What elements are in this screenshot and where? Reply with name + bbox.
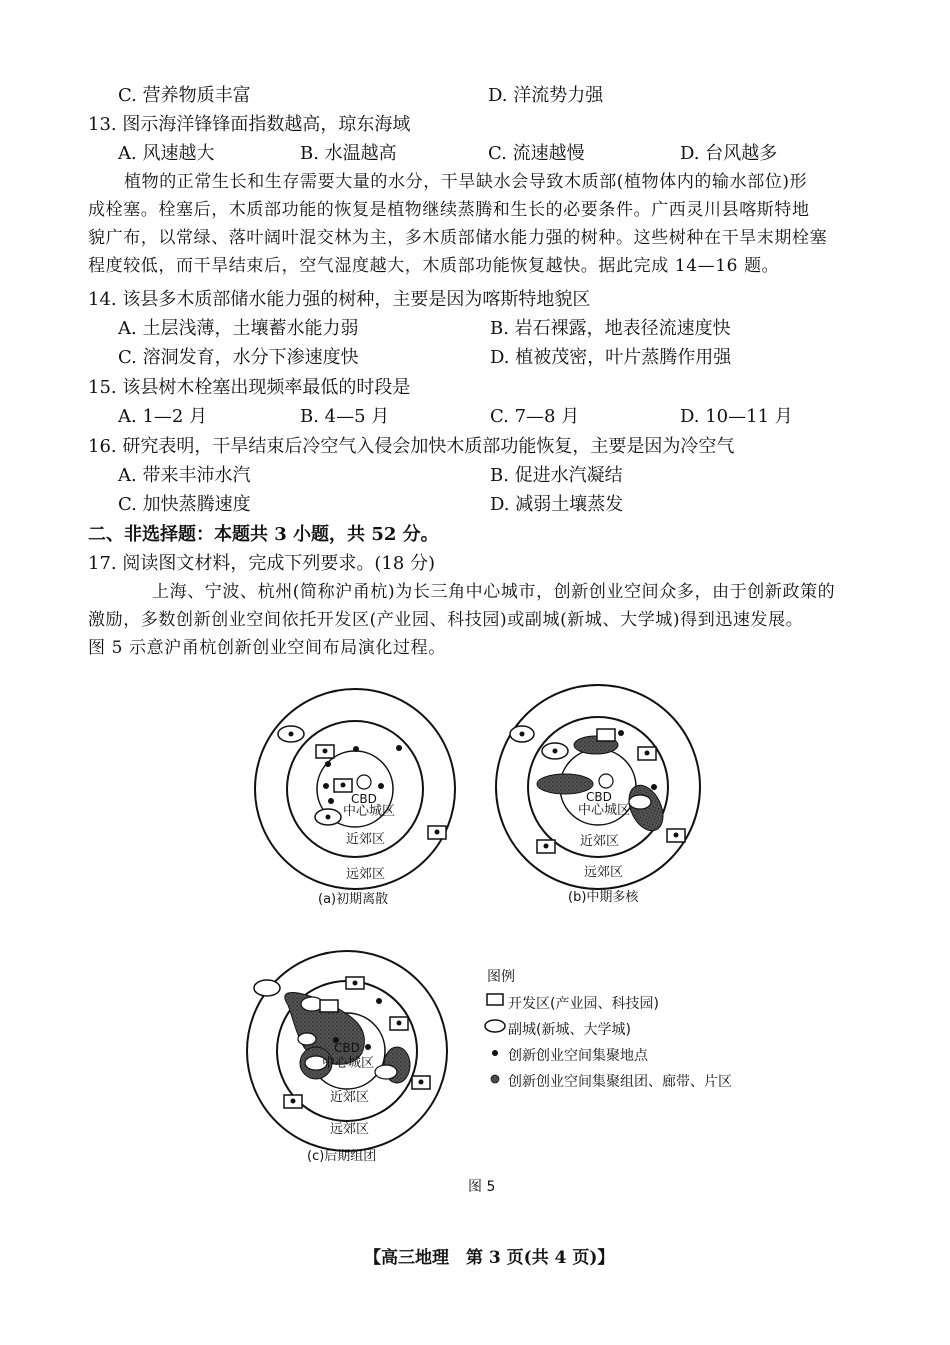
legend-dev-zone: 开发区(产业园、科技园) [508,996,659,1012]
q16-option-b: B. 促进水汽凝结 [490,465,623,486]
q13-option-b: B. 水温越高 [300,143,397,164]
q14-option-d: D. 植被茂密，叶片蒸腾作用强 [490,347,732,368]
q14-option-a: A. 土层浅薄，土壤蓄水能力弱 [118,318,359,339]
option-c-prev: C. 营养物质丰富 [118,85,251,106]
a-near-label: 近郊区 [346,832,386,847]
q13-option-c: C. 流速越慢 [488,143,585,164]
caption-c: (c)后期组团 [307,1149,377,1164]
a-cbd-label: CBD [351,792,377,806]
figure-5-title: 图 5 [468,1179,496,1195]
q17-stem: 17. 阅读图文材料，完成下列要求。(18 分) [88,553,436,574]
q17-passage [88,578,878,662]
caption-b: (b)中期多核 [568,890,639,905]
legend-cluster: 创新创业空间集聚组团、廊带、片区 [508,1074,732,1090]
a-center-label: 中心城区 [343,804,396,819]
diagram-a-initial-dispersed [255,689,455,907]
q15-option-d: D. 10—11 月 [680,406,793,427]
b-near-label: 近郊区 [580,834,620,849]
legend-point: 创新创业空间集聚地点 [508,1048,648,1064]
q17-passage-line1: 上海、宁波、杭州(简称沪甬杭)为长三角中心城市，创新创业空间众多，由于创新政策的 [152,582,836,602]
q15-stem: 15. 该县树木栓塞出现频率最低的时段是 [88,377,411,398]
q13-option-d: D. 台风越多 [680,143,778,164]
diagram-c-late-clusters [247,951,447,1164]
legend-title: 图例 [487,969,515,985]
page-footer: 【高三地理 第 3 页(共 4 页)】 [364,1248,615,1268]
passage1-line2: 成栓塞。栓塞后，木质部功能的恢复是植物继续蒸腾和生长的必要条件。广西灵川县喀斯特地 [88,200,810,220]
q17-passage-line2: 激励，多数创新创业空间依托开发区(产业园、科技园)或副城(新城、大学城)得到迅速发展。 [88,610,804,630]
q17-passage-line3: 图 5 示意沪甬杭创新创业空间布局演化过程。 [88,638,446,658]
legend-cluster-symbol [491,1075,499,1083]
diagram-b-middle-multicore [496,685,700,905]
legend-dev-zone-symbol [487,994,503,1005]
q16-option-c: C. 加快蒸腾速度 [118,494,251,515]
caption-a: (a)初期离散 [318,892,389,907]
passage1-line1: 植物的正常生长和生存需要大量的水分，干旱缺水会导致木质部(植物体内的输水部位)形 [124,172,808,192]
c-center-label: 中心城区 [322,1056,375,1071]
legend-symbols [485,994,505,1083]
option-d-prev: D. 洋流势力强 [488,85,604,106]
q16-option-a: A. 带来丰沛水汽 [118,465,251,486]
q14-option-c: C. 溶洞发育，水分下渗速度快 [118,347,359,368]
section-2-heading: 二、非选择题：本题共 3 小题，共 52 分。 [88,524,439,545]
q15-option-c: C. 7—8 月 [490,406,580,427]
legend-point-symbol [492,1050,498,1056]
q13-option-a: A. 风速越大 [118,143,215,164]
q16-option-d: D. 减弱土壤蒸发 [490,494,624,515]
legend-subcity: 副城(新城、大学城) [508,1022,631,1038]
legend-subcity-symbol [485,1020,505,1032]
q16-stem: 16. 研究表明，干旱结束后冷空气入侵会加快木质部功能恢复，主要是因为冷空气 [88,436,735,457]
a-far-label: 远郊区 [346,867,386,882]
q14-option-b: B. 岩石裸露，地表径流速度快 [490,318,731,339]
q15-option-b: B. 4—5 月 [300,406,390,427]
q13-stem: 13. 图示海洋锋锋面指数越高，琼东海域 [88,114,411,135]
passage-14-16 [88,168,878,280]
passage1-line4: 程度较低，而干旱结束后，空气湿度越大，木质部功能恢复越快。据此完成 14—16 题。 [88,256,780,276]
c-cbd-label: CBD [334,1041,360,1055]
q15-option-a: A. 1—2 月 [118,406,208,427]
figure-5-diagram [0,665,950,1225]
passage1-line3: 貌广布，以常绿、落叶阔叶混交林为主，多木质部储水能力强的树种。这些树种在干旱末期栓塞 [88,228,828,248]
b-center-label: 中心城区 [578,803,631,818]
b-far-label: 远郊区 [584,865,624,880]
b-cbd-label: CBD [586,790,612,804]
q14-stem: 14. 该县多木质部储水能力强的树种，主要是因为喀斯特地貌区 [88,289,591,310]
c-far-label: 远郊区 [330,1122,370,1137]
c-near-label: 近郊区 [330,1090,370,1105]
